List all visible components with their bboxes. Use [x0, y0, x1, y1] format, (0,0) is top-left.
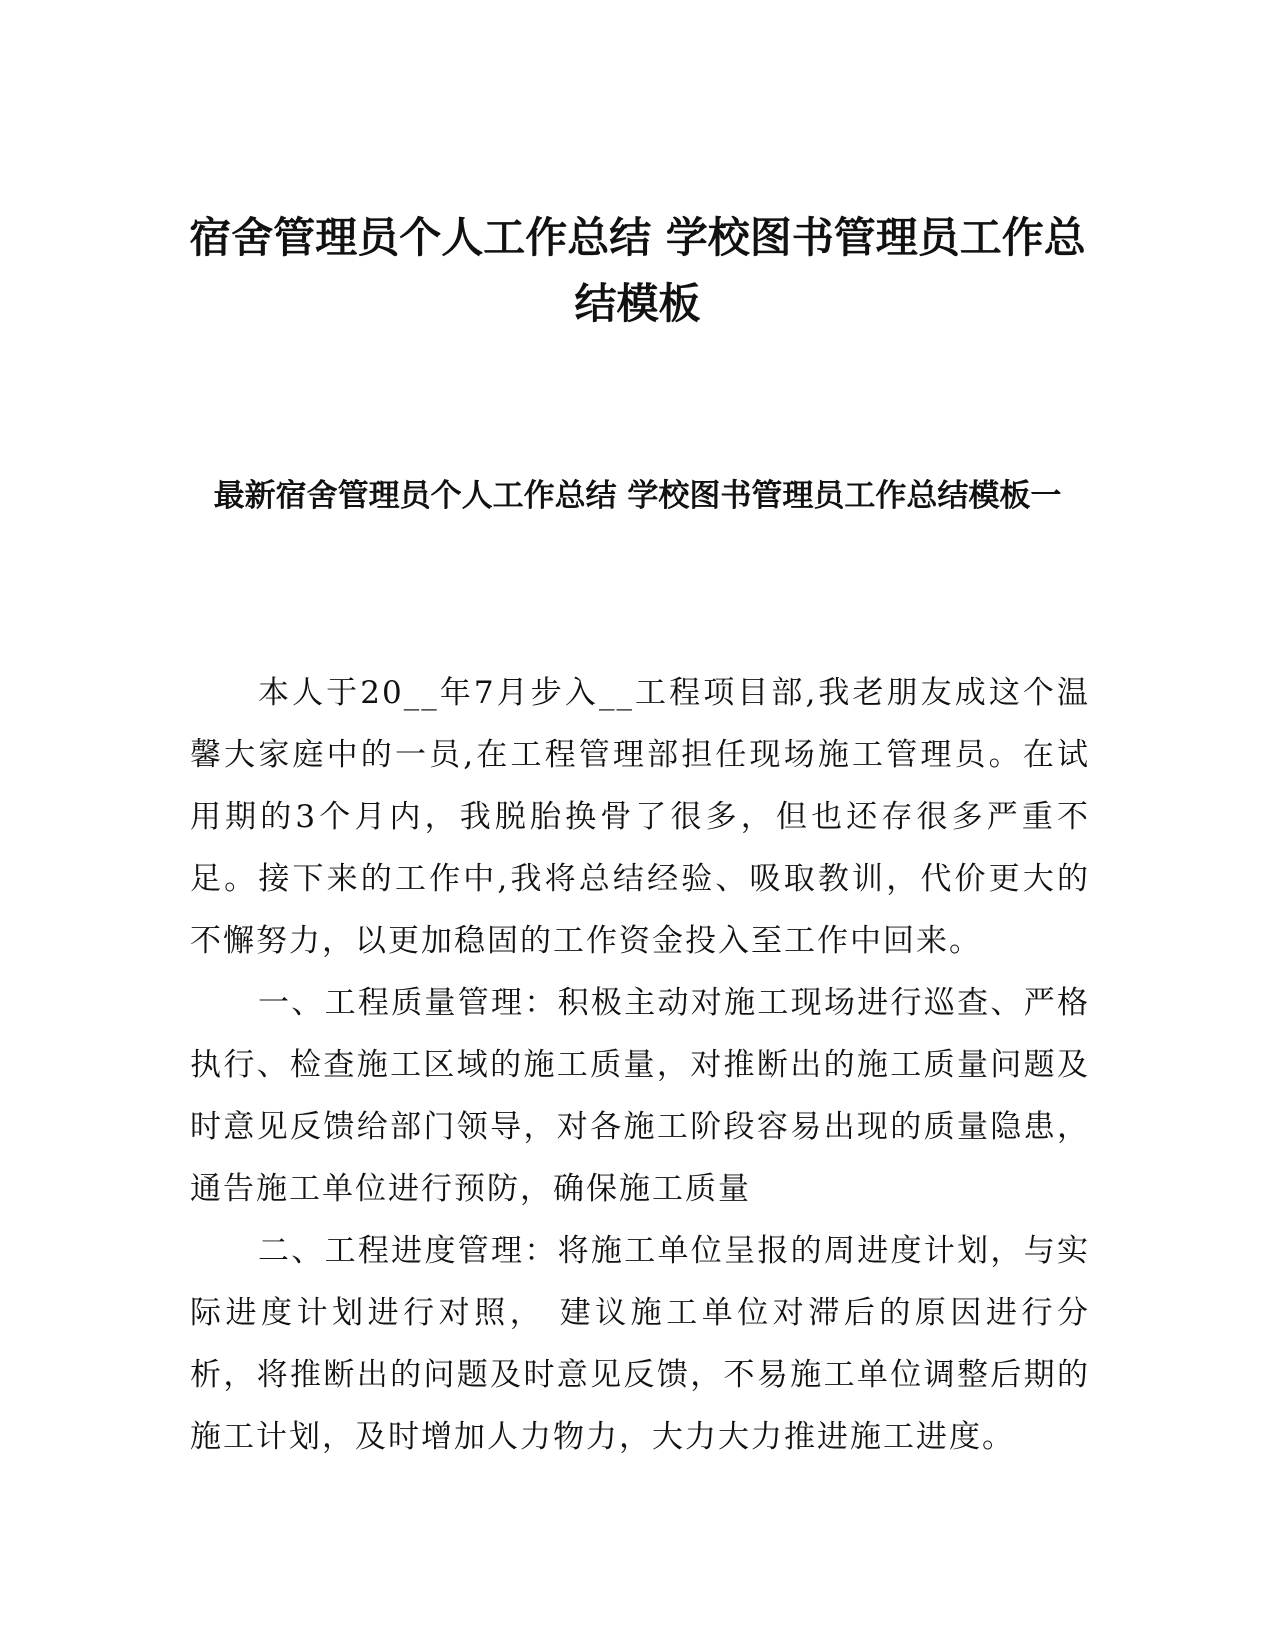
document-title: 宿舍管理员个人工作总结 学校图书管理员工作总结模板	[189, 213, 1086, 328]
document-subtitle: 最新宿舍管理员个人工作总结 学校图书管理员工作总结模板一	[213, 478, 1062, 514]
body-paragraph-intro: 本人于20__年7月步入__工程项目部,我老朋友成这个温馨大家庭中的一员,在工程管理部担任现场施工管理员。在试用期的3个月内，我脱胎换骨了很多，但也还存很多严重不足。接下来的工作中,我将总结经验、吸取教训，代价更大的不懈努力，以更加稳固的工作资金投入至工作中回来。	[190, 675, 1090, 959]
body-paragraph-quality: 一、工程质量管理：积极主动对施工现场进行巡查、严格执行、检查施工区域的施工质量，对推断出的施工质量问题及时意见反馈给部门领导，对各施工阶段容易出现的质量隐患，通告施工单位进行预防，确保施工质量	[190, 985, 1090, 1207]
document-body	[190, 662, 1090, 1468]
body-paragraph-schedule: 二、工程进度管理：将施工单位呈报的周进度计划，与实际进度计划进行对照， 建议施工单位对滞后的原因进行分析，将推断出的问题及时意见反馈，不易施工单位调整后期的施工计划，及时增加人力物力，大力大力推进施工进度。	[190, 1233, 1090, 1455]
